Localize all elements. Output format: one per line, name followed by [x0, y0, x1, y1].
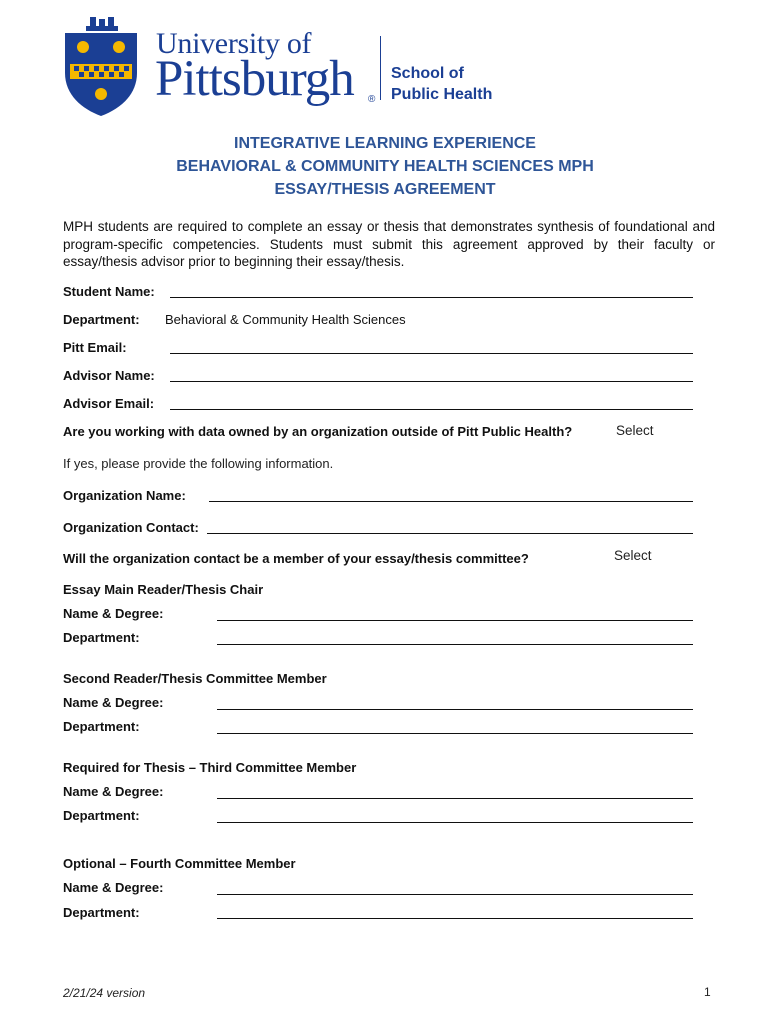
- committee-member-question: Will the organization contact be a member of your essay/thesis committee?: [63, 551, 529, 566]
- logo-pittsburgh: Pittsburgh: [155, 51, 354, 107]
- registered-mark: ®: [368, 94, 376, 105]
- name-degree-field[interactable]: [217, 894, 693, 895]
- student-name-field[interactable]: [170, 297, 693, 298]
- data-ownership-question: Are you working with data owned by an organization outside of Pitt Public Health?: [63, 424, 573, 439]
- section-heading: Required for Thesis – Third Committee Member: [63, 760, 357, 775]
- name-degree-field[interactable]: [217, 709, 693, 710]
- name-degree-field[interactable]: [217, 620, 693, 621]
- logo-divider: [380, 36, 381, 100]
- if-yes-instruction: If yes, please provide the following information.: [63, 456, 334, 471]
- title-line-2: BEHAVIORAL & COMMUNITY HEALTH SCIENCES MPH: [176, 158, 594, 175]
- logo-university-of: University of: [156, 27, 312, 60]
- department-field[interactable]: [217, 644, 693, 645]
- advisor-email-label: Advisor Email:: [63, 396, 155, 411]
- organization-contact-label: Organization Contact:: [63, 520, 199, 535]
- advisor-name-field[interactable]: [170, 381, 693, 382]
- page-number: 1: [704, 985, 711, 999]
- section-heading: Essay Main Reader/Thesis Chair: [63, 582, 264, 597]
- organization-contact-field[interactable]: [207, 533, 693, 534]
- section-heading: Optional – Fourth Committee Member: [63, 856, 296, 871]
- advisor-name-label: Advisor Name:: [63, 368, 155, 383]
- pitt-email-label: Pitt Email:: [63, 340, 127, 355]
- title-line-1: INTEGRATIVE LEARNING EXPERIENCE: [234, 135, 536, 152]
- department-label: Department:: [63, 905, 140, 920]
- department-field[interactable]: [217, 918, 693, 919]
- department-label: Department:: [63, 312, 140, 327]
- advisor-email-field[interactable]: [170, 409, 693, 410]
- pitt-email-field[interactable]: [170, 353, 693, 354]
- school-name-line1: School of: [391, 65, 464, 82]
- name-degree-label: Name & Degree:: [63, 606, 164, 621]
- organization-name-label: Organization Name:: [63, 488, 186, 503]
- name-degree-label: Name & Degree:: [63, 880, 164, 895]
- department-label: Department:: [63, 808, 140, 823]
- school-name-line2: Public Health: [391, 86, 493, 103]
- name-degree-label: Name & Degree:: [63, 784, 164, 799]
- data-ownership-select[interactable]: Select: [616, 423, 654, 438]
- department-label: Department:: [63, 630, 140, 645]
- committee-member-select[interactable]: Select: [614, 548, 652, 563]
- student-name-label: Student Name:: [63, 284, 155, 299]
- department-field[interactable]: [217, 822, 693, 823]
- intro-paragraph: MPH students are required to complete an essay or thesis that demonstrates synthesis of foundational and program-specific competencies. Students must submit this agreement approved by their faculty or essay/thesis advisor prior to beginning their essay/thesis.: [63, 219, 715, 269]
- organization-name-field[interactable]: [209, 501, 693, 502]
- version-footer: 2/21/24 version: [63, 986, 146, 1000]
- department-value[interactable]: Behavioral & Community Health Sciences: [165, 312, 406, 327]
- name-degree-field[interactable]: [217, 798, 693, 799]
- name-degree-label: Name & Degree:: [63, 695, 164, 710]
- department-field[interactable]: [217, 733, 693, 734]
- title-line-3: ESSAY/THESIS AGREEMENT: [274, 181, 496, 198]
- department-label: Department:: [63, 719, 140, 734]
- section-heading: Second Reader/Thesis Committee Member: [63, 671, 327, 686]
